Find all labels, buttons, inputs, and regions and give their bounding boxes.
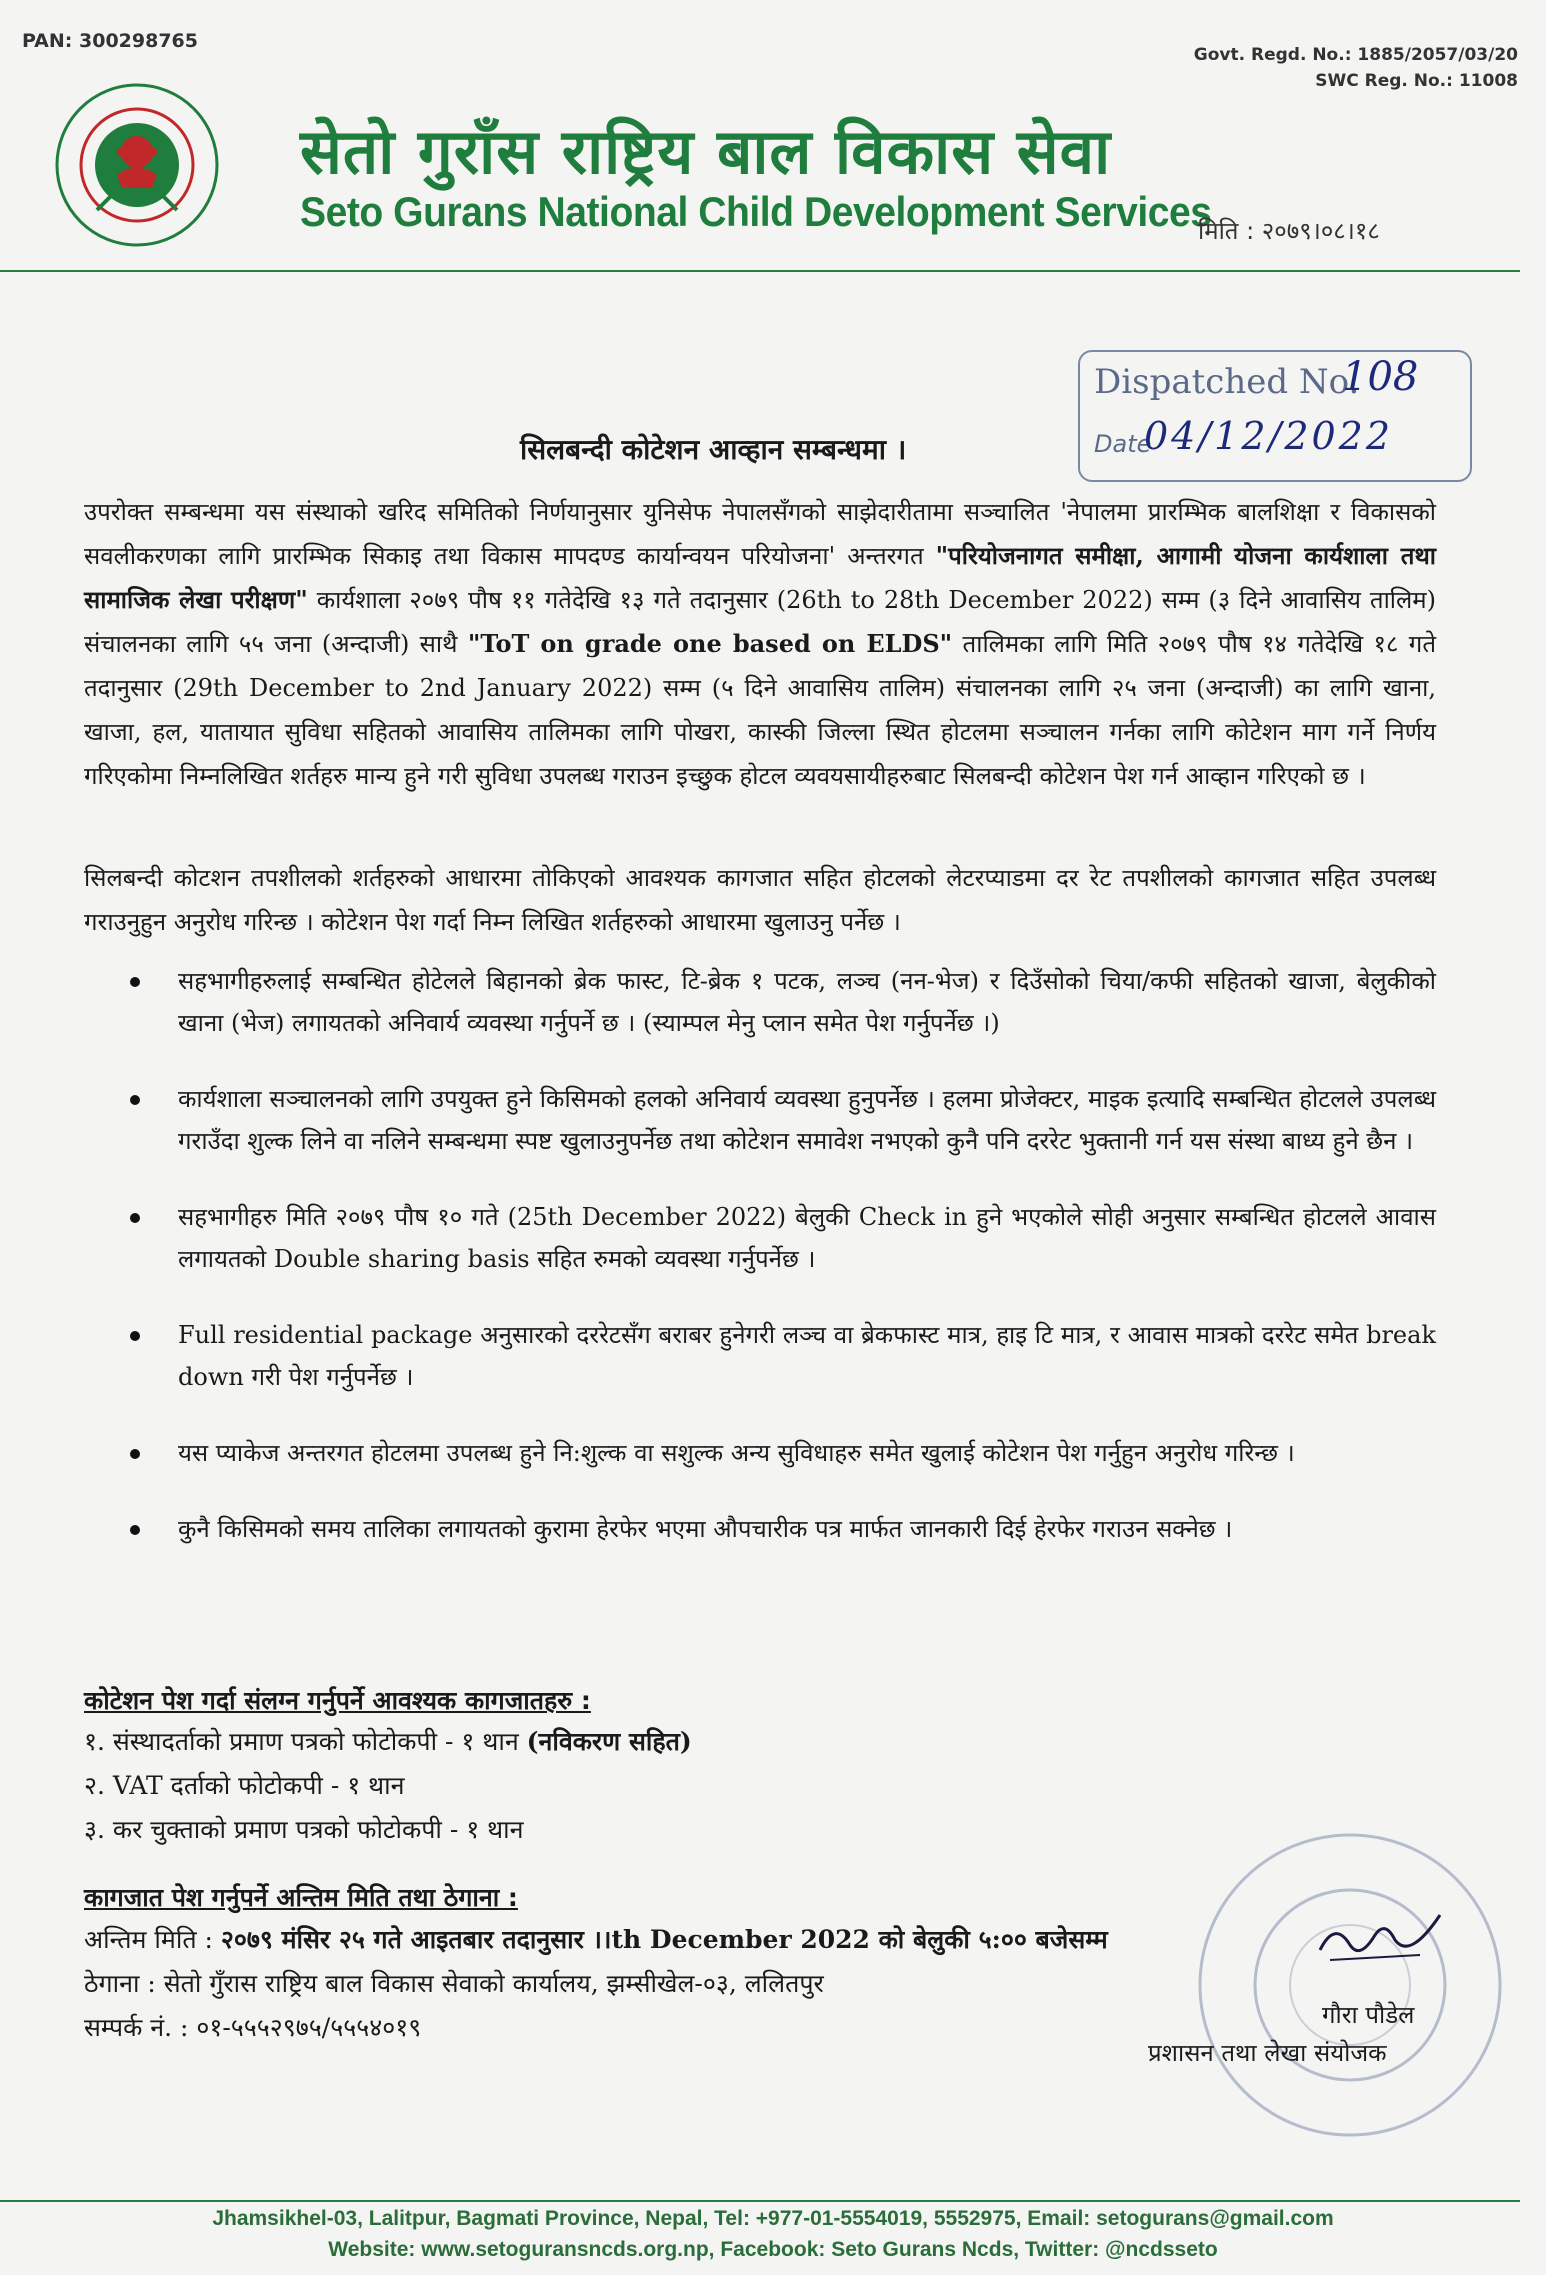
pan-number: PAN: 300298765 xyxy=(22,30,198,52)
swc-reg-number: SWC Reg. No.: 11008 xyxy=(1315,71,1518,91)
deadline-date-label: अन्तिम मिति : xyxy=(84,1925,221,1954)
organization-name-nepali: सेतो गुराँस राष्ट्रिय बाल विकास सेवा xyxy=(300,115,1112,188)
document-item xyxy=(84,1764,692,1808)
deadline-address: ठेगाना : सेतो गुँरास राष्ट्रिय बाल विकास सेवाको कार्यालय, झम्सीखेल-०३, ललितपुर xyxy=(84,1969,824,1998)
p1-text-b: कार्यशाला २०७९ पौष ११ गतेदेखि १३ गते तदानुसार (26th to 28th December 2022) सम्म (३ दिने आवासिय तालिम) संचालनका लागि ५५ जना (अन्दाजी) साथै xyxy=(84,586,1437,658)
deadline-date xyxy=(84,1918,1108,1962)
signature xyxy=(1300,1900,1450,1980)
document-text: २. VAT दर्ताको फोटोकपी - १ थान xyxy=(84,1771,405,1800)
document-item xyxy=(84,1720,692,1764)
organization-logo xyxy=(22,70,252,270)
condition-item xyxy=(130,960,1436,1044)
deadline-heading: कागजात पेश गर्नुपर्ने अन्तिम मिति तथा ठेगाना : xyxy=(84,1883,518,1912)
condition-text: कार्यशाला सञ्चालनको लागि उपयुक्त हुने किसिमको हलको अनिवार्य व्यवस्था हुनुपर्नेछ । हलमा प्रोजेक्टर, माइक इत्यादि सम्बन्धित होटलले उपलब्ध गराउँदा शुल्क लिने वा नलिने सम्बन्धमा स्पष्ट खुलाउनुपर्नेछ तथा कोटेशन समावेश नभएको कुनै पनि दररेट भुक्तानी गर्न यस संस्था बाध्य हुने छैन । xyxy=(178,1085,1436,1155)
footer-divider xyxy=(0,2200,1520,2202)
bullet-icon xyxy=(130,1331,140,1341)
condition-item xyxy=(130,1196,1436,1280)
bullet-icon xyxy=(130,1095,140,1105)
dispatch-number: 108 xyxy=(1342,354,1419,400)
condition-text: Full residential package अनुसारको दररेटसँग बराबर हुनेगरी लञ्च वा ब्रेकफास्ट मात्र, हाइ टि मात्र, र आवास मात्रको दररेट समेत break down गरी पेश गर्नुपर्नेछ । xyxy=(178,1321,1436,1391)
condition-text: यस प्याकेज अन्तरगत होटलमा उपलब्ध हुने नि:शुल्क वा सशुल्क अन्य सुविधाहरु समेत खुलाई कोटेशन पेश गर्नुहुन अनुरोध गरिन्छ । xyxy=(178,1439,1295,1467)
condition-text: कुनै किसिमको समय तालिका लगायतको कुरामा हेरफेर भएमा औपचारीक पत्र मार्फत जानकारी दिई हेरफेर गराउन सक्नेछ । xyxy=(178,1515,1233,1543)
signatory-title: प्रशासन तथा लेखा संयोजक xyxy=(1148,2039,1387,2067)
condition-text: सहभागीहरु मिति २०७९ पौष १० गते (25th December 2022) बेलुकी Check in हुने भएकोले सोही अनुसार सम्बन्धित होटलले आवास लगायतको Double sharing basis सहित रुमको व्यवस्था गर्नुपर्नेछ । xyxy=(178,1203,1436,1273)
document-note: (नविकरण सहित) xyxy=(526,1727,692,1756)
signatory-name: गौरा पौडेल xyxy=(1322,2001,1415,2029)
contact-number: सम्पर्क नं. : ०१-५५५२९७५/५५५४०१९ xyxy=(84,2013,422,2042)
document-text: ३. कर चुक्ताको प्रमाण पत्रको फोटोकपी - १ थान xyxy=(84,1815,524,1844)
letter-date: मिति : २०७९।०८।१८ xyxy=(1198,217,1380,245)
condition-item xyxy=(130,1078,1436,1162)
registration-numbers xyxy=(1194,42,1518,94)
dispatch-stamp xyxy=(1078,350,1472,482)
condition-item xyxy=(130,1314,1436,1398)
body-paragraph-1 xyxy=(84,490,1436,798)
govt-regd-number: Govt. Regd. No.: 1885/2057/03/20 xyxy=(1193,45,1518,65)
document-text: १. संस्थादर्ताको प्रमाण पत्रको फोटोकपी - १ थान xyxy=(84,1727,527,1756)
condition-item xyxy=(130,1432,1436,1474)
p1-text-c: तालिमका लागि मिति २०७९ पौष १४ गतेदेखि १८ गते तदानुसार (29th December to 2nd January 2022) सम्म (५ दिने आवासिय तालिम) संचालनका लागि २५ जना (अन्दाजी) का लागि खाना, खाजा, हल, यातायात सुविधा सहितको आवासिय तालिमका लागि पोखरा, कास्की जिल्ला स्थित होटलमा सञ्चालन गर्नका लागि कोटेशन माग गर्ने निर्णय गरिएकोमा निम्नलिखित शर्तहरु मान्य हुने गरी सुविधा उपलब्ध गराउन इच्छुक होटल व्यवयसायीहरुबाट सिलबन्दी कोटेशन पेश गर्न आव्हान गरिएको छ । xyxy=(84,630,1436,790)
document-item xyxy=(84,1808,692,1852)
organization-seal xyxy=(1190,1825,1510,2145)
conditions-list xyxy=(130,960,1436,1584)
header-divider xyxy=(0,270,1520,272)
dispatch-date: 04/12/2022 xyxy=(1144,414,1394,458)
deadline-date-value: २०७९ मंसिर २५ गते आइतबार तदानुसार ।।th December 2022 को बेलुकी ५:०० बजेसम्म xyxy=(220,1925,1108,1954)
bullet-icon xyxy=(130,977,140,987)
documents-list xyxy=(84,1720,692,1852)
documents-heading: कोटेशन पेश गर्दा संलग्न गर्नुपर्ने आवश्यक कागजातहरु : xyxy=(84,1686,591,1715)
condition-text: सहभागीहरुलाई सम्बन्धित होटेलले बिहानको ब्रेक फास्ट, टि-ब्रेक १ पटक, लञ्च (नन-भेज) र दिउँसोको चिया/कफी सहितको खाजा, बेलुकीको खाना (भेज) लगायतको अनिवार्य व्यवस्था गर्नुपर्ने छ । (स्याम्पल मेनु प्लान समेत पेश गर्नुपर्नेछ ।) xyxy=(178,967,1436,1037)
bullet-icon xyxy=(130,1449,140,1459)
p1-workshop-title: "परियोजनागत समीक्षा, आगामी योजना कार्यशाला तथा सामाजिक लेखा परीक्षण" xyxy=(84,541,1436,614)
dispatch-label: Dispatched No. xyxy=(1094,362,1360,402)
footer-address: Jhamsikhel-03, Lalitpur, Bagmati Province, Nepal, Tel: +977-01-5554019, 5552975, Email: setogurans@gmail.com xyxy=(212,2207,1334,2230)
bullet-icon xyxy=(130,1525,140,1535)
p1-training-title: "ToT on grade one based on ELDS" xyxy=(467,629,953,658)
deadline-details xyxy=(84,1918,1108,2050)
p1-text-a: उपरोक्त सम्बन्धमा यस संस्थाको खरिद समितिको निर्णयानुसार युनिसेफ नेपालसँगको साझेदारीतामा सञ्चालित 'नेपालमा प्रारम्भिक बालशिक्षा र विकासको सवलीकरणका लागि प्रारम्भिक सिकाइ तथा विकास मापदण्ड कार्यान्वयन परियोजना' अन्तरगत xyxy=(84,498,1436,570)
condition-item xyxy=(130,1508,1436,1550)
bullet-icon xyxy=(130,1213,140,1223)
letter-subject: सिलबन्दी कोटेशन आव्हान सम्बन्धमा । xyxy=(520,433,907,466)
dispatch-date-label: Date xyxy=(1094,430,1152,458)
organization-name-english: Seto Gurans National Child Development Services xyxy=(300,188,1212,235)
logo-emblem xyxy=(57,85,217,245)
footer-web: Website: www.setoguransncds.org.np, Facebook: Seto Gurans Ncds, Twitter: @ncdsseto xyxy=(328,2238,1218,2261)
body-paragraph-2: सिलबन्दी कोटशन तपशीलको शर्तहरुको आधारमा तोकिएको आवश्यक कागजात सहित होटलको लेटरप्याडमा दर रेट तपशीलको कागजात सहित उपलब्ध गराउनुहुन अनुरोध गरिन्छ । कोटेशन पेश गर्दा निम्न लिखित शर्तहरुको आधारमा खुलाउनु पर्नेछ । xyxy=(84,864,1436,936)
